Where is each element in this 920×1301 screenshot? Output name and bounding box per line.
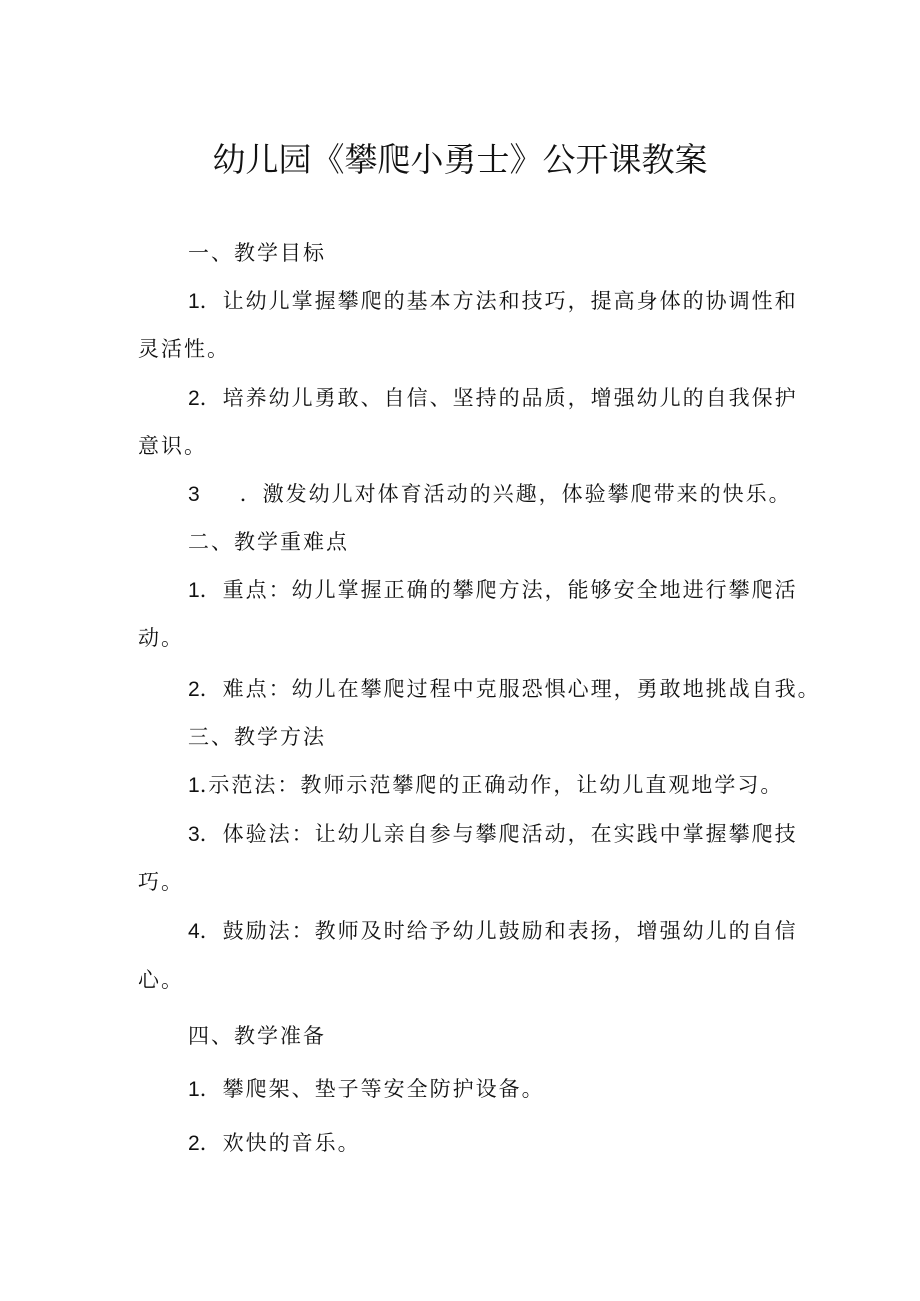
item-text: ．培养幼儿勇敢、自信、坚持的品质，增强幼儿的自我保护 (199, 386, 798, 410)
item-text: ．重点：幼儿掌握正确的攀爬方法，能够安全地进行攀爬活 (199, 578, 798, 602)
section-heading-methods: 三、教学方法 (188, 725, 326, 749)
section-heading-objectives: 一、教学目标 (188, 241, 326, 265)
list-item (188, 1074, 798, 1105)
item-text: ．让幼儿掌握攀爬的基本方法和技巧，提高身体的协调性和 (199, 289, 798, 313)
item-text: ．激发幼儿对体育活动的兴趣，体验攀爬带来的快乐。 (239, 482, 792, 506)
list-item (188, 819, 798, 850)
item-text: ．欢快的音乐。 (199, 1131, 361, 1155)
list-item (188, 479, 798, 510)
item-text: ．鼓励法：教师及时给予幼儿鼓励和表扬，增强幼儿的自信 (199, 919, 798, 943)
list-item (188, 383, 798, 414)
item-text-continued: 动。 (138, 626, 184, 650)
section-heading-key-points: 二、教学重难点 (188, 530, 349, 554)
item-text-continued: 灵活性。 (138, 337, 230, 361)
item-number: 4 (188, 920, 200, 943)
item-text: .示范法：教师示范攀爬的正确动作，让幼儿直观地学习。 (199, 773, 784, 797)
item-number: 2 (188, 387, 200, 410)
item-number: 3 (188, 823, 200, 846)
item-number: 2 (188, 678, 200, 701)
list-item (188, 916, 798, 947)
list-item (188, 770, 798, 801)
item-text-continued: 意识。 (138, 434, 207, 458)
item-number: 1 (188, 290, 200, 313)
item-text: ．体验法：让幼儿亲自参与攀爬活动，在实践中掌握攀爬技 (199, 822, 798, 846)
item-text-continued: 巧。 (138, 870, 184, 894)
list-item (188, 286, 798, 317)
item-number: 2 (188, 1132, 200, 1155)
list-item (188, 1128, 798, 1159)
list-item (188, 674, 821, 705)
document-title: 幼儿园《攀爬小勇士》公开课教案 (212, 140, 708, 179)
item-number: 1 (188, 774, 200, 797)
item-text: ．难点：幼儿在攀爬过程中克服恐惧心理，勇敢地挑战自我。 (199, 677, 821, 701)
item-number: 3 (188, 483, 200, 506)
item-number: 1 (188, 1078, 200, 1101)
item-text-continued: 心。 (138, 968, 184, 992)
item-text: ．攀爬架、垫子等安全防护设备。 (199, 1077, 545, 1101)
item-number: 1 (188, 579, 200, 602)
list-item (188, 575, 798, 606)
section-heading-preparation: 四、教学准备 (188, 1024, 326, 1048)
